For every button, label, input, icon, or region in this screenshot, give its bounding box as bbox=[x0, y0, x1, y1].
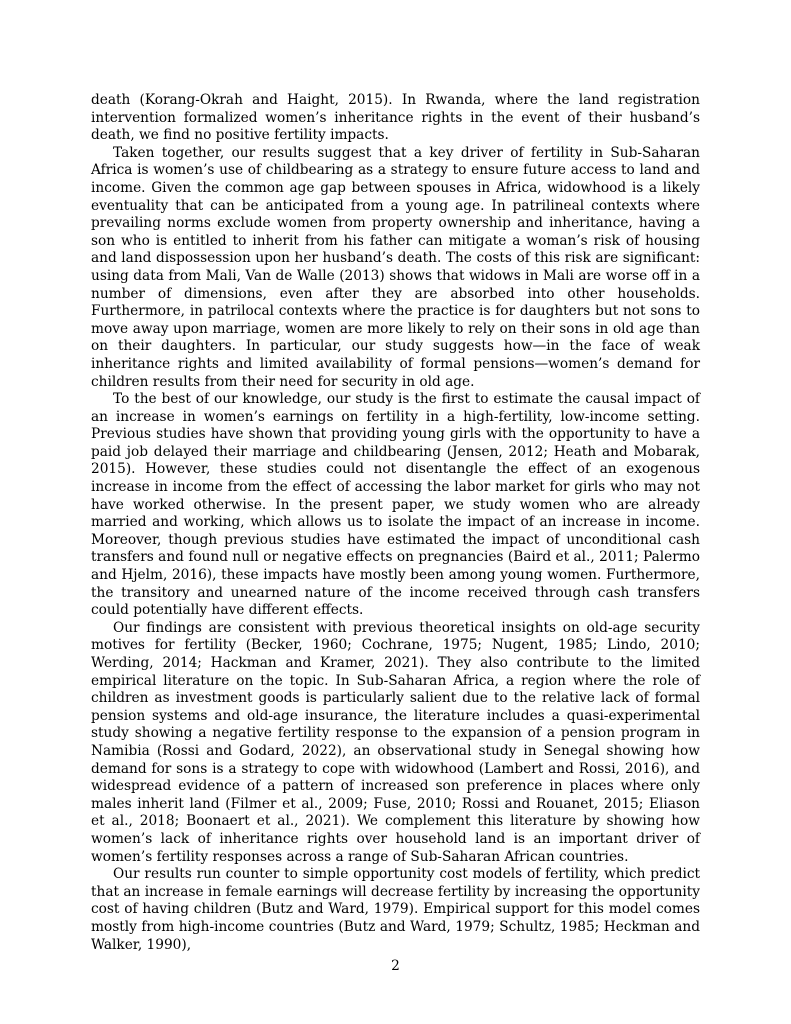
paragraph-contribution-earnings: To the best of our knowledge, our study is the first to estimate the causal impact of an increase in women’s earnings on fertility in a high-fertility, low-income setting. Previous studies have shown that providing young girls with the opportunity to have a paid job delayed their marriage and childbearing (Jensen, 2012; Heath and Mobarak, 2015). However, these studies could not disentangle the effect of an exogenous increase in income from the effect of accessing the labor market for girls who may not have worked otherwise. In the present paper, we study women who are already married and working, which allows us to isolate the impact of an increase in income. Moreover, though previous studies have estimated the impact of unconditional cash transfers and found null or negative effects on pregnancies (Baird et al., 2011; Palermo and Hjelm, 2016), these impacts have mostly been among young women. Furthermore, the transitory and unearned nature of the income received through cash transfers could potentially have different effects. bbox=[91, 391, 700, 619]
body-text bbox=[91, 92, 700, 954]
paragraph-opportunity-cost: Our results run counter to simple opportunity cost models of fertility, which predict that an increase in female earnings will decrease fertility by increasing the opportunity cost of having children (Butz and Ward, 1979). Empirical support for this model comes mostly from high-income countries (Butz and Ward, 1979; Schultz, 1985; Heckman and Walker, 1990), bbox=[91, 866, 700, 953]
paragraph-old-age-security: Our findings are consistent with previous theoretical insights on old-age security motives for fertility (Becker, 1960; Cochrane, 1975; Nugent, 1985; Lindo, 2010; Werding, 2014; Hackman and Kramer, 2021). They also contribute to the limited empirical literature on the topic. In Sub-Saharan Africa, a region where the role of children as investment goods is particularly salient due to the relative lack of formal pension systems and old-age insurance, the literature includes a quasi-experimental study showing a negative fertility response to the expansion of a pension program in Namibia (Rossi and Godard, 2022), an observational study in Senegal showing how demand for sons is a strategy to cope with widowhood (Lambert and Rossi, 2016), and widespread evidence of a pattern of increased son preference in places where only males inherit land (Filmer et al., 2009; Fuse, 2010; Rossi and Rouanet, 2015; Eliason et al., 2018; Boonaert et al., 2021). We complement this literature by showing how women’s lack of inheritance rights over household land is an important driver of women’s fertility responses across a range of Sub-Saharan African countries. bbox=[91, 619, 700, 865]
page-number: 2 bbox=[391, 958, 400, 974]
paragraph-continued: death (Korang-Okrah and Haight, 2015). In Rwanda, where the land registration intervention formalized women’s inheritance rights in the event of their husband’s death, we find no positive fertility impacts. bbox=[91, 92, 700, 144]
paragraph-fertility-driver: Taken together, our results suggest that a key driver of fertility in Sub-Saharan Africa is women’s use of childbearing as a strategy to ensure future access to land and income. Given the common age gap between spouses in Africa, widowhood is a likely eventuality that can be anticipated from a young age. In patrilineal contexts where prevailing norms exclude women from property ownership and inheritance, having a son who is entitled to inherit from his father can mitigate a woman’s risk of housing and land dispossession upon her husband’s death. The costs of this risk are significant: using data from Mali, Van de Walle (2013) shows that widows in Mali are worse off in a number of dimensions, even after they are absorbed into other households. Furthermore, in patrilocal contexts where the practice is for daughters but not sons to move away upon marriage, women are more likely to rely on their sons in old age than on their daughters. In particular, our study suggests how—in the face of weak inheritance rights and limited availability of formal pensions—women’s demand for children results from their need for security in old age. bbox=[91, 144, 700, 390]
